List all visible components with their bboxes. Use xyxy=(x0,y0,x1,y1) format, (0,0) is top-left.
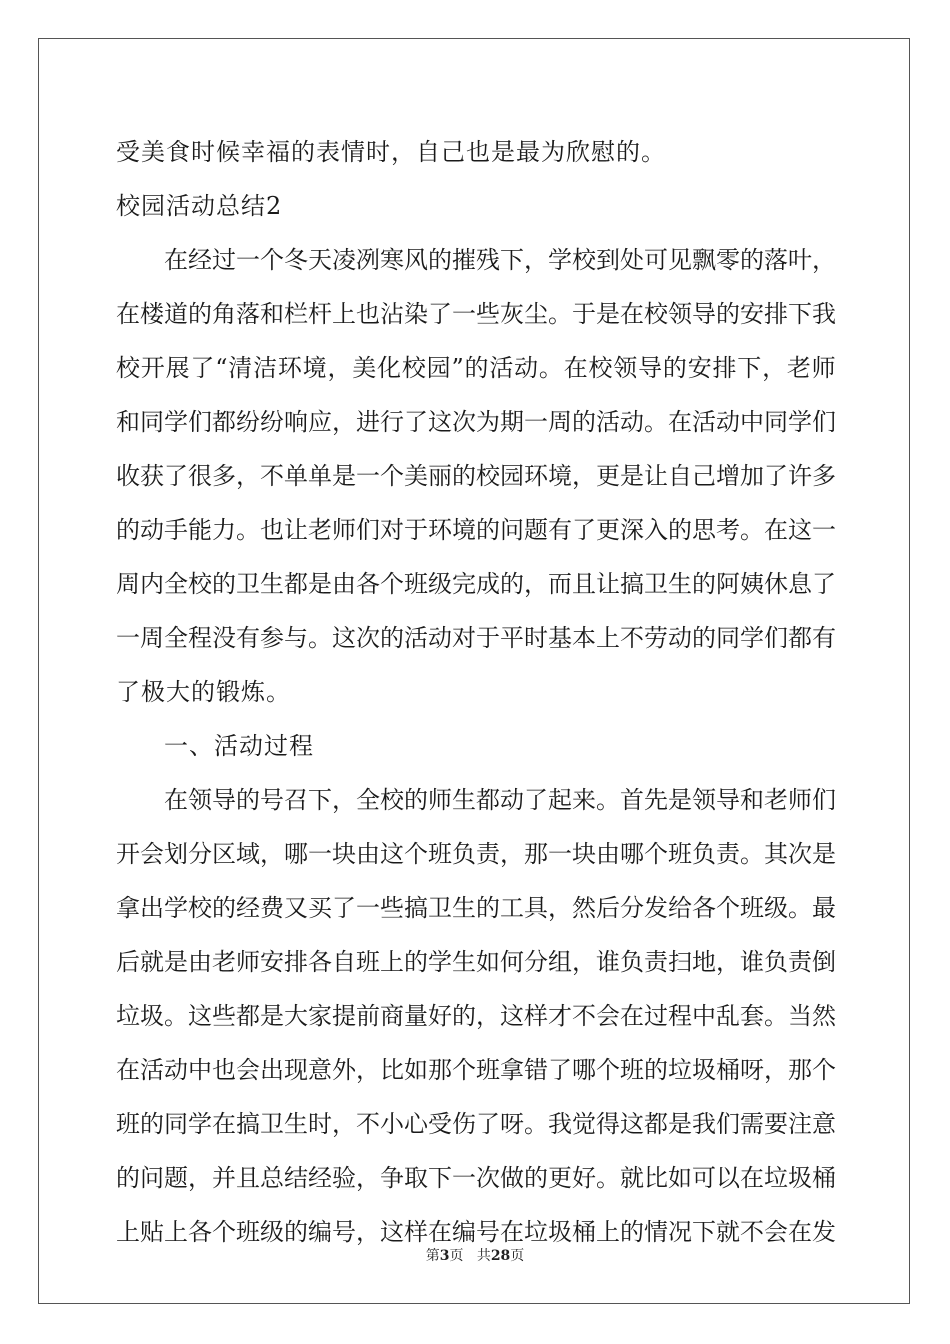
text-line: 的 动 手 能 力 。 也 让 老 师 们 对 于 环 境 的 问 题 有 了 更 深 入 的 思 考 。 在 这 一 xyxy=(116,516,836,544)
text-line: 了极大的锻炼。 xyxy=(116,678,291,706)
text-line: 一 周 全 程 没 有 参 与 。 这 次 的 活 动 对 于 平 时 基 本 上 不 劳 动 的 同 学 们 都 有 xyxy=(116,624,836,652)
text-line: 周 内 全 校 的 卫 生 都 是 由 各 个 班 级 完 成 的 ， 而 且 让 搞 卫 生 的 阿 姨 休 息 了 xyxy=(116,570,836,598)
text-line: 拿 出 学 校 的 经 费 又 买 了 一 些 搞 卫 生 的 工 具 ， 然 后 分 发 给 各 个 班 级 。 最 xyxy=(116,894,836,922)
text-line: 和 同 学 们 都 纷 纷 响 应 ， 进 行 了 这 次 为 期 一 周 的 活 动 。 在 活 动 中 同 学 们 xyxy=(116,408,836,436)
footer-total-prefix: 共 xyxy=(476,1248,491,1264)
text-line: 的 问 题 ， 并 且 总 结 经 验 ， 争 取 下 一 次 做 的 更 好 。 就 比 如 可 以 在 垃 圾 桶 xyxy=(116,1164,836,1192)
text-line: 后 就 是 由 老 师 安 排 各 自 班 上 的 学 生 如 何 分 组 ， 谁 负 责 扫 地 ， 谁 负 责 倒 xyxy=(116,948,836,976)
text-line: 班 的 同 学 在 搞 卫 生 时 ， 不 小 心 受 伤 了 呀 。 我 觉 得 这 都 是 我 们 需 要 注 意 xyxy=(116,1110,836,1138)
footer-page-suffix: 页 xyxy=(449,1248,464,1264)
current-page-number: 3 xyxy=(439,1248,450,1264)
text-line: 在 经 过 一 个 冬 天 凌 冽 寒 风 的 摧 残 下 ， 学 校 到 处 可 见 飘 零 的 落 叶 ， xyxy=(164,246,836,274)
total-page-count: 28 xyxy=(490,1248,511,1264)
page-footer xyxy=(0,1245,950,1265)
text-line: 开 会 划 分 区 域 ， 哪 一 块 由 这 个 班 负 责 ， 那 一 块 由 哪 个 班 负 责 。 其 次 是 xyxy=(116,840,836,868)
text-line: 校 开 展 了 “ 清 洁 环 境 ， 美 化 校 园 ” 的 活 动 。 在 校 领 导 的 安 排 下 ， 老 师 xyxy=(116,354,836,382)
text-line: 在 活 动 中 也 会 出 现 意 外 ， 比 如 那 个 班 拿 错 了 哪 个 班 的 垃 圾 桶 呀 ， 那 个 xyxy=(116,1056,836,1084)
text-line: 受美食时候幸福的表情时，自己也是最为欣慰的。 xyxy=(116,138,666,166)
text-line: 在 楼 道 的 角 落 和 栏 杆 上 也 沾 染 了 一 些 灰 尘 。 于 是 在 校 领 导 的 安 排 下 我 xyxy=(116,300,836,328)
footer-prefix: 第 xyxy=(425,1248,440,1264)
footer-total-suffix: 页 xyxy=(510,1248,525,1264)
text-line: 一、活动过程 xyxy=(164,732,314,760)
text-line: 校园活动总结2 xyxy=(116,192,283,220)
text-line: 垃 圾 。 这 些 都 是 大 家 提 前 商 量 好 的 ， 这 样 才 不 会 在 过 程 中 乱 套 。 当 然 xyxy=(116,1002,836,1030)
text-line: 在 领 导 的 号 召 下 ， 全 校 的 师 生 都 动 了 起 来 。 首 先 是 领 导 和 老 师 们 xyxy=(164,786,836,814)
text-line: 收 获 了 很 多 ， 不 单 单 是 一 个 美 丽 的 校 园 环 境 ， 更 是 让 自 己 增 加 了 许 多 xyxy=(116,462,836,490)
text-line: 上 贴 上 各 个 班 级 的 编 号 ， 这 样 在 编 号 在 垃 圾 桶 上 的 情 况 下 就 不 会 在 发 xyxy=(116,1218,836,1246)
document-body xyxy=(116,125,836,1259)
